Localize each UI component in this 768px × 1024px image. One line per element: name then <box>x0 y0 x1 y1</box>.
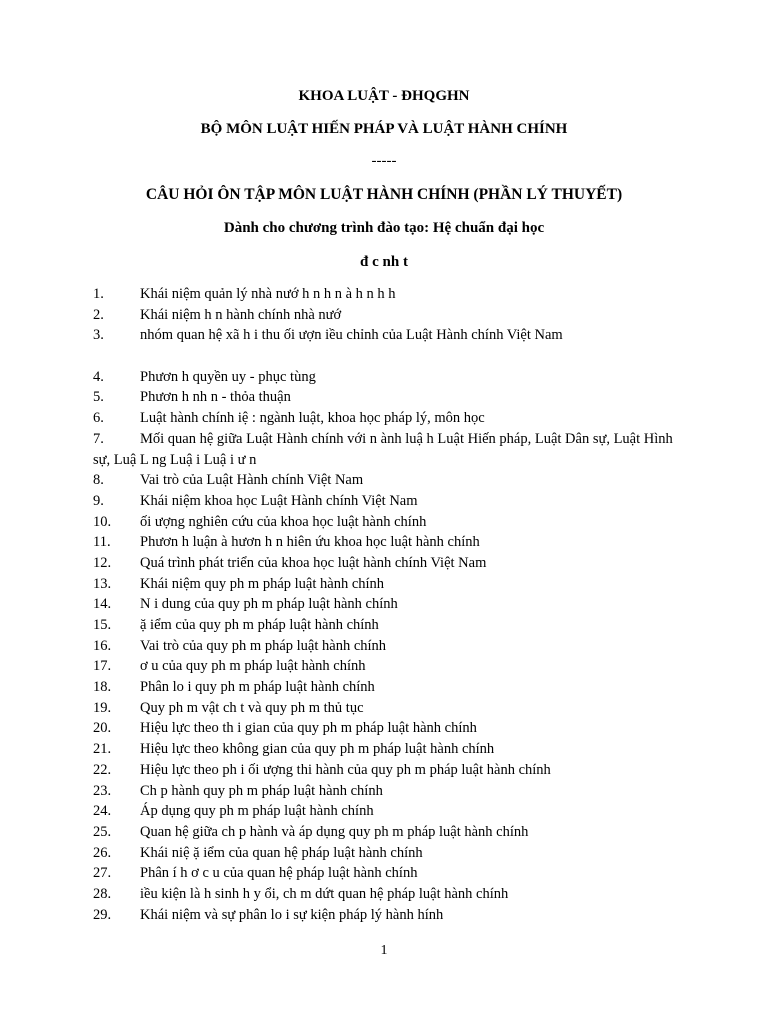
question-text: Khái niệm và sự phân lo i sự kiện pháp lý hành hính <box>140 906 444 923</box>
question-number: 25. <box>93 823 112 840</box>
question-text: Luật hành chính iệ : ngành luật, khoa học pháp lý, môn học <box>140 410 485 427</box>
list-item <box>93 863 683 884</box>
question-text: nhóm quan hệ xã h i thu ối ượn iều chỉnh của Luật Hành chính Việt Nam <box>140 327 563 344</box>
question-number: 1. <box>93 286 104 302</box>
document-subtitle: Dành cho chương trình đào tạo: Hệ chuẩn đại học <box>223 220 545 236</box>
question-text: Hiệu lực theo th i gian của quy ph m pháp luật hành chính <box>140 720 477 737</box>
question-number: 29. <box>93 906 112 923</box>
question-number: 19. <box>93 699 112 716</box>
question-number: 11. <box>93 534 111 551</box>
question-list <box>93 284 683 925</box>
list-item <box>93 387 683 408</box>
question-number: 18. <box>93 679 112 696</box>
question-number: 7. <box>93 430 104 447</box>
question-text: ặ iểm của quy ph m pháp luật hành chính <box>140 617 379 634</box>
question-number: 2. <box>93 306 104 323</box>
question-number: 27. <box>93 865 112 882</box>
question-number: 9. <box>93 492 104 509</box>
question-number: 13. <box>93 575 112 592</box>
list-item <box>93 760 683 781</box>
list-item <box>93 594 683 615</box>
question-number: 8. <box>93 472 104 489</box>
question-number: 6. <box>93 410 104 427</box>
question-text: Hiệu lực theo ph i ối ượng thi hành của quy ph m pháp luật hành chính <box>140 761 551 778</box>
list-item <box>93 698 683 719</box>
question-number: 10. <box>93 513 112 530</box>
question-text: N i dung của quy ph m pháp luật hành chính <box>140 596 398 613</box>
question-number: 4. <box>93 368 104 385</box>
list-item <box>93 636 683 657</box>
question-number: 3. <box>93 327 104 344</box>
question-number: 28. <box>93 885 112 902</box>
question-number: 17. <box>93 658 112 675</box>
list-item <box>93 822 683 843</box>
question-text: Vai trò của Luật Hành chính Việt Nam <box>140 472 364 489</box>
question-text: Khái niệ ặ iểm của quan hệ pháp luật hành chính <box>140 844 423 861</box>
question-text: Phân í h ơ c u của quan hệ pháp luật hành chính <box>140 865 418 882</box>
question-text: Hiệu lực theo không gian của quy ph m pháp luật hành chính <box>140 741 495 758</box>
list-item <box>93 739 683 760</box>
list-item <box>93 801 683 822</box>
list-item <box>93 843 683 864</box>
question-number: 15. <box>93 617 112 634</box>
list-item <box>93 574 683 595</box>
question-number: 21. <box>93 741 112 758</box>
question-text: Phươn h quyền uy - phục tùng <box>140 368 316 385</box>
question-text: iều kiện là h sinh h y ổi, ch m dứt quan hệ pháp luật hành chính <box>140 885 509 902</box>
list-item <box>93 905 683 926</box>
question-number: 24. <box>93 803 112 820</box>
list-item <box>93 781 683 802</box>
question-text: Quan hệ giữa ch p hành và áp dụng quy ph m pháp luật hành chính <box>140 823 529 840</box>
faculty-heading: KHOA LUẬT - ĐHQGHN <box>298 88 470 104</box>
list-item <box>93 532 683 553</box>
list-item <box>93 470 683 491</box>
question-text: Quy ph m vật ch t và quy ph m thủ tục <box>140 699 364 716</box>
question-text: Vai trò của quy ph m pháp luật hành chính <box>140 637 387 654</box>
question-number: 14. <box>93 596 112 613</box>
question-text: Khái niệm quy ph m pháp luật hành chính <box>140 575 385 592</box>
list-item <box>93 512 683 533</box>
question-text: Quá trình phát triển của khoa học luật hành chính Việt Nam <box>140 554 487 571</box>
question-text: Khái niệm h n hành chính nhà nướ <box>140 306 342 323</box>
separator: ----- <box>371 153 397 169</box>
list-item <box>93 718 683 739</box>
list-item <box>93 491 683 512</box>
question-text: ơ u của quy ph m pháp luật hành chính <box>140 658 366 675</box>
question-number: 5. <box>93 389 104 406</box>
question-text: Phươn h nh n - thỏa thuận <box>140 389 291 406</box>
list-item <box>93 305 683 326</box>
list-item <box>93 408 683 429</box>
question-text: Mối quan hệ giữa Luật Hành chính với n ành luậ h Luật Hiến pháp, Luật Dân sự, Luật Hình sự, Luậ L ng Luậ i Luậ i ư n <box>93 430 673 468</box>
question-text: Khái niệm quản lý nhà nướ h n h n à h n h h <box>140 286 396 302</box>
list-item <box>93 284 683 305</box>
question-text: Ch p hành quy ph m pháp luật hành chính <box>140 782 383 799</box>
question-number: 26. <box>93 844 112 861</box>
department-heading: BỘ MÔN LUẬT HIẾN PHÁP VÀ LUẬT HÀNH CHÍNH <box>200 121 568 137</box>
question-number: 12. <box>93 554 112 571</box>
document-title: CÂU HỎI ÔN TẬP MÔN LUẬT HÀNH CHÍNH (PHẦN LÝ THUYẾT) <box>145 186 623 203</box>
list-item <box>93 656 683 677</box>
question-text: Phân lo i quy ph m pháp luật hành chính <box>140 679 375 696</box>
question-text: Khái niệm khoa học Luật Hành chính Việt Nam <box>140 492 418 509</box>
list-item <box>93 367 683 388</box>
list-item <box>93 884 683 905</box>
question-text: Phươn h luận à hươn h n hiên ứu khoa học luật hành chính <box>140 534 480 551</box>
list-item <box>93 429 683 470</box>
question-number: 22. <box>93 761 112 778</box>
list-item <box>93 677 683 698</box>
question-number: 16. <box>93 637 112 654</box>
page-number: 1 <box>380 943 388 958</box>
question-number: 23. <box>93 782 112 799</box>
list-item <box>93 553 683 574</box>
list-item <box>93 615 683 636</box>
question-text: Áp dụng quy ph m pháp luật hành chính <box>140 803 374 820</box>
question-number: 20. <box>93 720 112 737</box>
list-item <box>93 325 683 366</box>
question-text: ối ượng nghiên cứu của khoa học luật hành chính <box>140 513 427 530</box>
section-heading: đ c nh t <box>360 254 408 270</box>
